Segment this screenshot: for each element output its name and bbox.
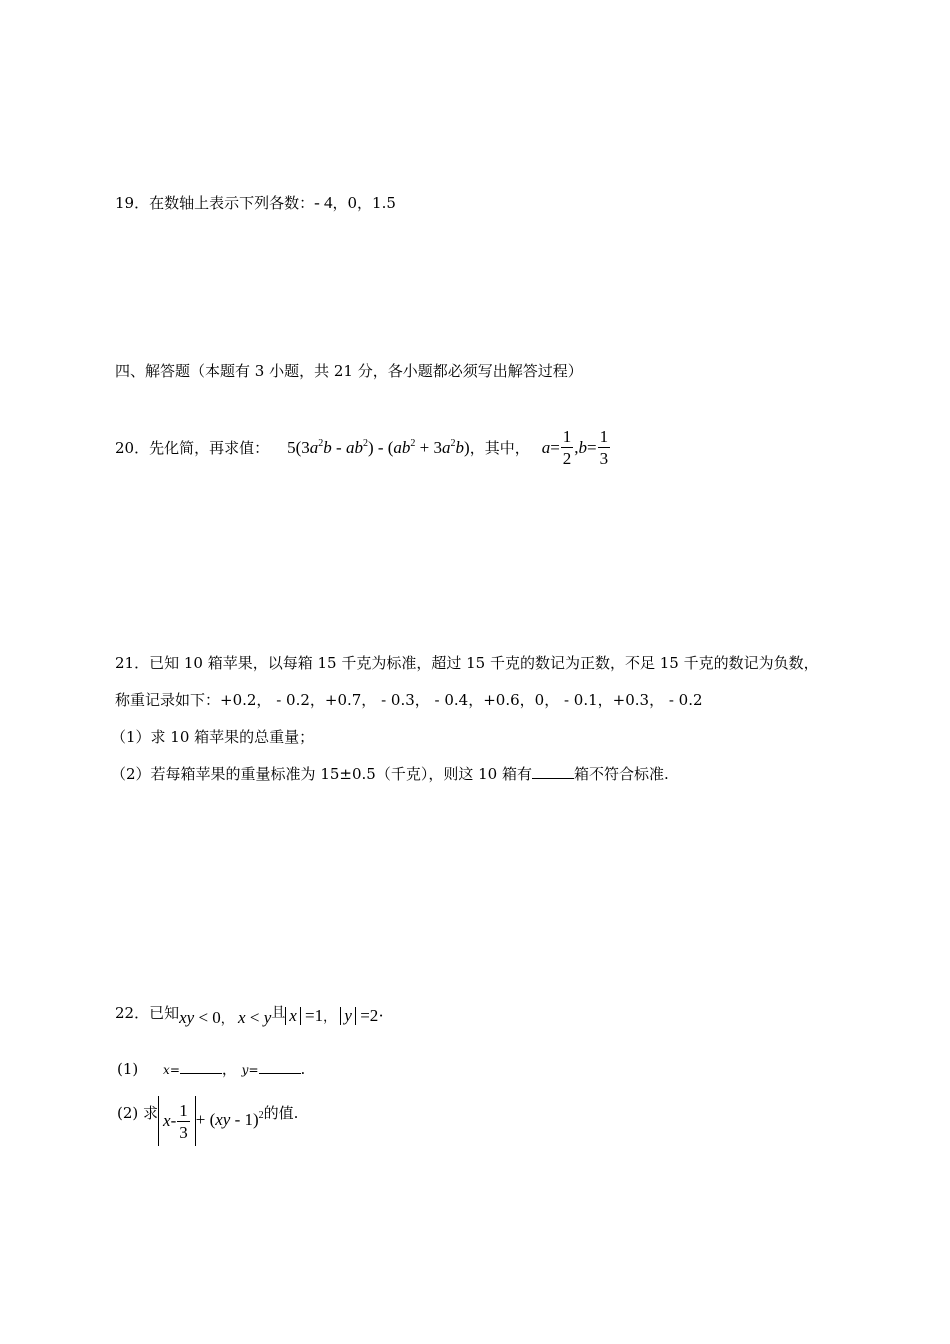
q22-sep2: ， xyxy=(323,1009,337,1024)
q22-lt: < xyxy=(245,1008,264,1027)
q21-part2-a: （2）若每箱苹果的重量标准为 15±0.5（千克），则这 10 箱有 xyxy=(111,765,532,783)
q20-sq3: 2 xyxy=(410,437,416,449)
q22-part2 xyxy=(117,1096,298,1146)
q20-prefix: 20．先化简，再求值： xyxy=(115,439,270,457)
q20-a1: a xyxy=(309,437,319,457)
q22-abs-x: x xyxy=(285,1007,301,1025)
question-22 xyxy=(115,1002,384,1028)
q22-p2-plus: + ( xyxy=(195,1110,216,1129)
q20-sq1: 2 xyxy=(318,437,324,449)
q21-line1: 21．已知 10 箱苹果，以每箱 15 千克为标准，超过 15 千克的数记为正数，不足 15 千克的数记为负数， xyxy=(115,654,819,672)
q20-a-var: a xyxy=(541,437,551,457)
q19-neg4: - 4 xyxy=(314,193,333,212)
q20-close2: ) xyxy=(464,437,470,457)
q22-p2-sq: 2 xyxy=(258,1110,264,1121)
q22-dot: · xyxy=(378,1006,384,1025)
q22-lt0: < 0 xyxy=(194,1008,221,1027)
q21-line2: 称重记录如下：+0.2， - 0.2，+0.7， - 0.3， - 0.4，+0.6，0， - 0.1，+0.3， - 0.2 xyxy=(115,691,703,709)
q22-p1-y: y xyxy=(241,1063,249,1077)
q21-part2 xyxy=(111,763,669,784)
question-20 xyxy=(115,428,611,467)
q20-a2: a xyxy=(442,437,451,457)
q22-p2-num: 1 xyxy=(179,1100,188,1120)
q20-eq1: = xyxy=(550,437,560,457)
q22-qie: 且 xyxy=(271,1005,286,1021)
question-19 xyxy=(115,192,396,213)
q20-eq2: = xyxy=(587,437,597,457)
q20-ab1: ab xyxy=(345,437,363,457)
q22-conditions xyxy=(179,1008,271,1028)
q22-p2-end: 的值. xyxy=(263,1104,299,1122)
q22-xy: xy xyxy=(179,1008,195,1027)
q20-values xyxy=(542,428,611,467)
q22-sep1: ， xyxy=(220,1011,234,1026)
q22-eq1: =1 xyxy=(300,1006,324,1025)
q22-p2-label: (2) 求 xyxy=(117,1104,159,1122)
q20-sq2: 2 xyxy=(362,437,368,449)
q20-a-den: 2 xyxy=(562,449,572,468)
q22-p1-eq: = xyxy=(169,1063,180,1077)
q20-a-fraction xyxy=(561,428,574,467)
q22-abs-y: y xyxy=(340,1007,356,1025)
q22-prefix: 22．已知 xyxy=(115,1004,180,1022)
q20-middle: ，其中， xyxy=(469,439,530,457)
q20-expr-a: 5(3 xyxy=(287,437,310,457)
q20-plus: + 3 xyxy=(415,437,443,457)
q22-x1: x xyxy=(238,1008,246,1027)
q20-minus1: - xyxy=(331,437,346,457)
q22-p2-x: x xyxy=(163,1111,171,1130)
q22-x-blank[interactable] xyxy=(180,1060,222,1074)
q22-p1-label: (1) xyxy=(117,1060,139,1078)
q20-b1: b xyxy=(323,437,332,457)
q22-p2-den: 3 xyxy=(179,1122,188,1142)
q20-b-num: 1 xyxy=(599,427,609,446)
q22-abs-conditions xyxy=(285,1006,384,1026)
q22-p2-minus: - xyxy=(170,1111,177,1130)
q19-prefix: 19．在数轴上表示下列各数： xyxy=(115,194,315,212)
q22-p2-xy: xy xyxy=(215,1110,231,1129)
q22-part1 xyxy=(117,1058,305,1079)
q22-p2-fraction xyxy=(177,1102,190,1141)
q22-p1-sep: ， xyxy=(221,1060,237,1078)
q22-p1-x: x xyxy=(163,1063,170,1077)
q20-b2: b xyxy=(455,437,465,457)
q20-comma: , xyxy=(574,437,579,457)
q22-p2-m1: - 1) xyxy=(230,1110,259,1129)
q20-close1: ) - ( xyxy=(367,437,394,457)
section-4-heading: 四、解答题（本题有 3 小题，共 21 分，各小题都必须写出解答过程） xyxy=(115,362,583,380)
q19-rest: ，0，1.5 xyxy=(332,194,396,212)
q22-p2-rest xyxy=(196,1110,264,1130)
q21-part2-b: 箱不符合标准. xyxy=(573,765,669,783)
q20-b-fraction xyxy=(598,428,611,467)
q22-eq2: =2 xyxy=(355,1006,379,1025)
q20-ab2: ab xyxy=(393,437,411,457)
q22-y1: y xyxy=(263,1008,272,1027)
q20-expression xyxy=(287,438,470,458)
q21-part1: （1）求 10 箱苹果的总重量； xyxy=(111,728,315,746)
q20-b-var: b xyxy=(578,437,588,457)
q20-a-num: 1 xyxy=(562,427,572,446)
q21-answer-blank[interactable] xyxy=(532,765,574,779)
q20-b-den: 3 xyxy=(599,449,609,468)
q22-y-blank[interactable] xyxy=(259,1060,301,1074)
q22-p2-abs xyxy=(158,1096,196,1146)
q22-p1-eq2: = xyxy=(248,1063,259,1077)
q20-sq4: 2 xyxy=(450,437,456,449)
q22-p1-end: . xyxy=(300,1060,306,1078)
